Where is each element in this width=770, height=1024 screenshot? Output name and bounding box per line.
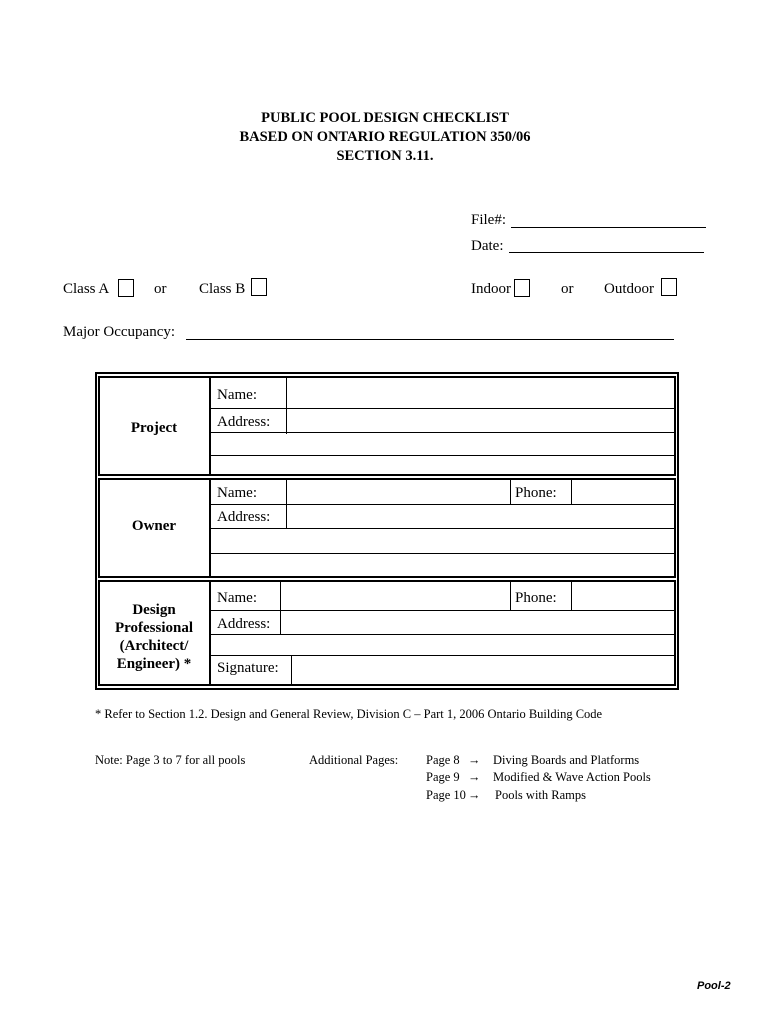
project-rule-3 [210,455,674,456]
design-phone-field[interactable] [573,583,673,609]
additional-page-8-desc: Diving Boards and Platforms [493,753,640,767]
project-name-field[interactable] [288,379,673,407]
indoor-label: Indoor [471,281,511,297]
design-rule-2 [210,634,674,635]
design-signature-divider [291,656,292,684]
outdoor-checkbox[interactable] [661,278,677,296]
design-signature-field[interactable] [293,657,673,684]
arrow-icon: → [468,753,481,767]
project-divider [209,376,211,476]
project-rule-2 [210,432,674,433]
arrow-icon: → [468,788,481,802]
additional-page-10-desc: Pools with Ramps [495,788,586,802]
title-line-2: BASED ON ONTARIO REGULATION 350/06 [239,129,531,145]
owner-heading: Owner [131,518,177,534]
owner-phone-divider [510,480,511,504]
project-address-label: Address: [217,414,271,430]
owner-rule-3 [210,553,674,554]
design-address-label: Address: [217,616,271,632]
class-b-checkbox[interactable] [251,278,267,296]
title-line-1: PUBLIC POOL DESIGN CHECKLIST [261,110,509,126]
outdoor-label: Outdoor [604,281,654,297]
or-label-1: or [154,281,167,297]
class-a-checkbox[interactable] [118,279,134,297]
design-phone-divider [510,582,511,610]
major-occupancy-field[interactable] [186,339,674,340]
pools-note: Note: Page 3 to 7 for all pools [95,753,246,767]
design-phone-label: Phone: [515,590,557,606]
file-label: File#: [471,212,507,228]
owner-rule-2 [210,528,674,529]
title-line-3: SECTION 3.11. [336,148,434,164]
owner-name-field[interactable] [288,481,509,503]
owner-name-label: Name: [217,485,257,501]
additional-page-10: Page 10 [426,788,466,802]
indoor-checkbox[interactable] [514,279,530,297]
additional-pages-label: Additional Pages: [309,753,399,767]
project-label-divider [286,378,287,434]
owner-phone-label: Phone: [515,485,557,501]
or-label-2: or [561,281,574,297]
project-name-label: Name: [217,387,257,403]
date-label: Date: [471,238,504,254]
design-signature-label: Signature: [217,660,279,676]
design-divider [209,580,211,686]
design-name-label: Name: [217,590,257,606]
arrow-icon: → [468,770,481,784]
design-heading-line-2: Professional [114,620,194,636]
date-field[interactable] [509,252,704,253]
file-field[interactable] [511,227,706,228]
design-heading-line-4: Engineer) * [116,656,192,672]
design-label-divider [280,582,281,634]
owner-phone-divider-2 [571,480,572,504]
additional-page-9: Page 9 [426,770,460,784]
additional-page-9-desc: Modified & Wave Action Pools [493,770,651,784]
design-name-field[interactable] [282,583,509,609]
major-occupancy-label: Major Occupancy: [63,324,176,340]
design-phone-divider-2 [571,582,572,610]
project-address-field[interactable] [288,409,673,431]
footnote: * Refer to Section 1.2. Design and General Review, Division C – Part 1, 2006 Ontario Building Code [95,707,603,721]
owner-address-field[interactable] [288,505,673,527]
class-a-label: Class A [63,281,110,297]
page-footer: Pool-2 [697,980,731,992]
class-b-label: Class B [199,281,246,297]
design-address-field[interactable] [282,611,673,633]
design-heading-line-3: (Architect/ [119,638,189,654]
design-rule-3 [210,655,674,656]
project-heading: Project [130,420,178,436]
owner-phone-field[interactable] [573,481,673,503]
design-heading-line-1: Design [132,602,176,618]
additional-page-8: Page 8 [426,753,460,767]
owner-address-label: Address: [217,509,271,525]
